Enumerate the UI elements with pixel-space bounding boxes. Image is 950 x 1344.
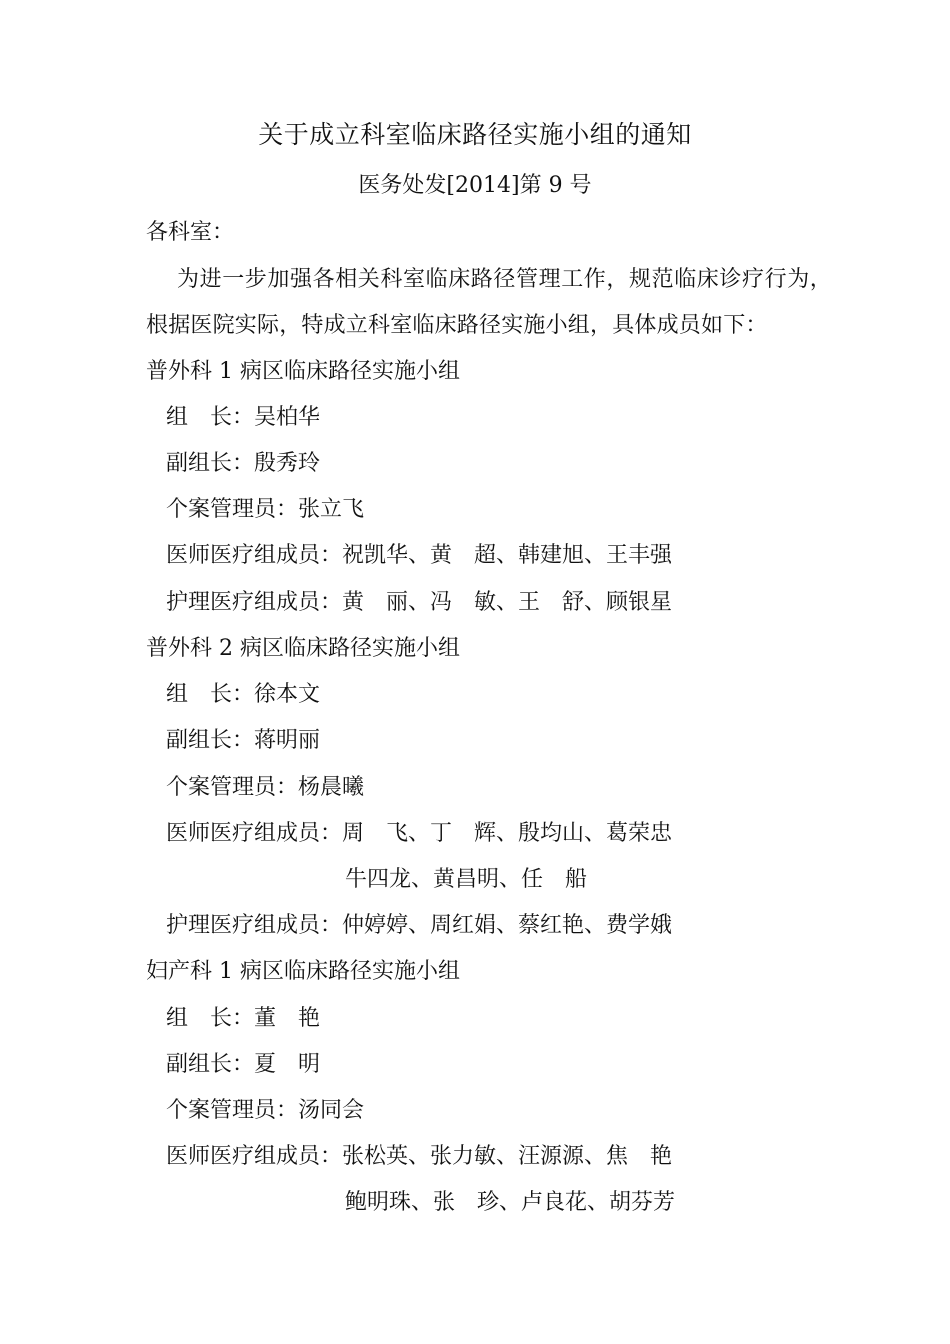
group-case-manager: 个案管理员：汤同会 [166,1098,365,1123]
group-leader: 组 长：吴柏华 [166,405,321,430]
group-heading: 普外科 1 病区临床路径实施小组 [146,359,460,384]
document-title: 关于成立科室临床路径实施小组的通知 [258,120,692,149]
group-physicians-continued: 牛四龙、黄昌明、任 船 [345,867,588,892]
group-case-manager: 个案管理员：张立飞 [166,497,365,522]
group-physicians: 医师医疗组成员：张松英、张力敏、汪源源、焦 艳 [166,1144,673,1169]
group-nurses: 护理医疗组成员：黄 丽、冯 敏、王 舒、顾银星 [166,590,673,615]
group-deputy: 副组长：殷秀玲 [166,451,321,476]
group-leader: 组 长：董 艳 [166,1006,321,1031]
document-number: 医务处发[2014]第 9 号 [358,173,592,198]
group-leader: 组 长：徐本文 [166,682,321,707]
intro-paragraph-line-2: 根据医院实际，特成立科室临床路径实施小组，具体成员如下： [146,313,768,338]
salutation: 各科室： [146,220,235,245]
group-nurses: 护理医疗组成员：仲婷婷、周红娟、蔡红艳、费学娥 [166,913,673,938]
group-deputy: 副组长：蒋明丽 [166,728,321,753]
group-physicians: 医师医疗组成员：周 飞、丁 辉、殷均山、葛荣忠 [166,821,673,846]
group-deputy: 副组长：夏 明 [166,1052,321,1077]
group-case-manager: 个案管理员：杨晨曦 [166,775,365,800]
group-heading: 妇产科 1 病区临床路径实施小组 [146,959,460,984]
intro-paragraph-line-1: 为进一步加强各相关科室临床路径管理工作，规范临床诊疗行为， [177,267,833,292]
group-physicians: 医师医疗组成员：祝凯华、黄 超、韩建旭、王丰强 [166,543,673,568]
group-physicians-continued: 鲍明珠、张 珍、卢良花、胡芬芳 [345,1190,676,1215]
group-heading: 普外科 2 病区临床路径实施小组 [146,636,460,661]
